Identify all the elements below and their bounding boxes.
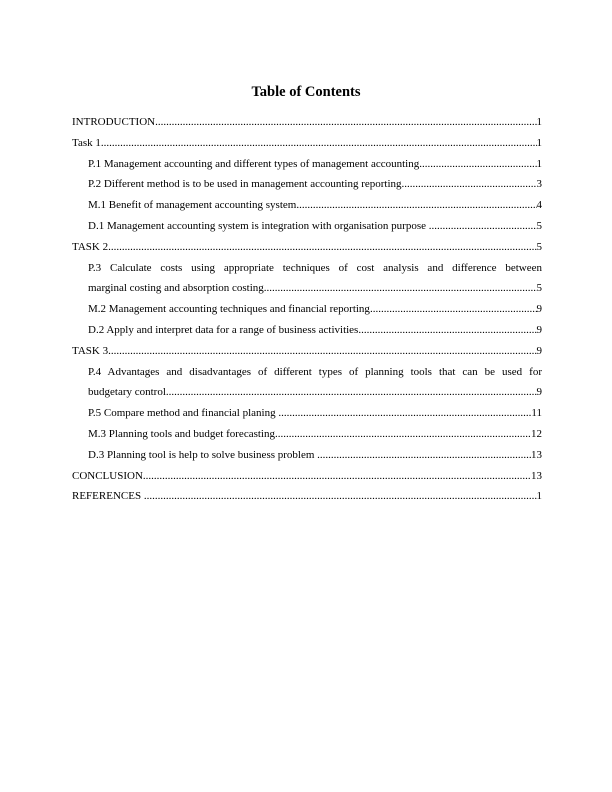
toc-entry-d3[interactable]: [72, 445, 542, 466]
toc-entry-label: REFERENCES: [72, 490, 144, 503]
toc-entry-p1[interactable]: [72, 154, 542, 175]
toc-entry-m3[interactable]: [72, 424, 542, 445]
toc-entry-m1[interactable]: [72, 195, 542, 216]
toc-entry-page: 9: [536, 386, 542, 399]
dot-leader: [370, 299, 537, 320]
toc-entry-page: 9: [536, 303, 542, 316]
dot-leader: [143, 466, 531, 487]
toc-entry-label: M.2 Management accounting techniques and financial reporting: [88, 303, 370, 316]
toc-entry-label: Task 1: [72, 136, 101, 149]
toc-entry-page: 3: [536, 178, 542, 191]
dot-leader: [155, 112, 536, 133]
toc-entry-label-line2: marginal costing and absorption costing: [88, 282, 264, 295]
dot-leader: [296, 195, 536, 216]
dot-leader: [101, 133, 537, 154]
toc-entry-page: 13: [531, 469, 542, 482]
toc-entry-label: TASK 2: [72, 240, 109, 253]
toc-entry-label: P.2 Different method is to be used in management accounting reporting: [88, 178, 402, 191]
toc-entry-page: 5: [536, 282, 542, 295]
dot-leader: [264, 278, 537, 299]
toc-entry-p4[interactable]: [72, 362, 542, 404]
toc-entry-label: D.1 Management accounting system is integration with organisation purpose: [88, 219, 429, 232]
toc-entry-task-3[interactable]: [72, 341, 542, 362]
toc-entry-p3[interactable]: [72, 258, 542, 300]
dot-leader: [419, 154, 536, 175]
toc-entry-p5[interactable]: [72, 403, 542, 424]
toc-entry-page: 1: [536, 116, 542, 128]
toc-entry-d1[interactable]: [72, 216, 542, 237]
dot-leader: [144, 486, 537, 507]
toc-entry-label: M.1 Benefit of management accounting system: [88, 199, 297, 212]
toc-entry-page: 1: [536, 490, 542, 503]
toc-entry-d2[interactable]: [72, 320, 542, 341]
toc-entry-task-2[interactable]: [72, 237, 542, 258]
toc-entry-page: 11: [531, 407, 542, 420]
toc-entry-label: TASK 3: [72, 344, 109, 357]
toc-title: Table of Contents: [251, 84, 361, 100]
dot-leader: [108, 237, 536, 258]
toc-entry-label-line1: P.4 Advantages and disadvantages of different types of planning tools that can be used for: [88, 365, 542, 378]
toc-entry-page: 9: [536, 323, 542, 336]
toc-entry-label: P.5 Compare method and financial planing: [88, 407, 279, 420]
toc-entry-references[interactable]: [72, 486, 542, 507]
toc-entry-label-line2: budgetary control: [88, 386, 166, 399]
toc-entry-page: 13: [531, 448, 542, 461]
toc-entry-page: 4: [536, 199, 542, 212]
toc-list: [72, 112, 542, 507]
toc-entry-conclusion[interactable]: [72, 466, 542, 487]
dot-leader: [166, 382, 537, 403]
toc-entry-label: P.1 Management accounting and different types of management accounting: [88, 157, 420, 170]
toc-entry-label: INTRODUCTION: [72, 116, 156, 128]
dot-leader: [402, 174, 537, 195]
toc-entry-label: CONCLUSION: [72, 469, 143, 482]
toc-entry-label-line1: P.3 Calculate costs using appropriate techniques of cost analysis and difference between: [88, 261, 542, 274]
dot-leader: [429, 216, 537, 237]
toc-entry-m2[interactable]: [72, 299, 542, 320]
dot-leader: [358, 320, 536, 341]
toc-entry-page: 1: [536, 157, 542, 170]
dot-leader: [278, 403, 531, 424]
toc-entry-page: 1: [536, 136, 542, 149]
toc-entry-label: D.3 Planning tool is help to solve business problem: [88, 448, 318, 461]
toc-entry-page: 5: [536, 240, 542, 253]
dot-leader: [108, 341, 536, 362]
toc-entry-introduction[interactable]: [72, 112, 542, 133]
toc-entry-page: 9: [536, 344, 542, 357]
toc-entry-page: 5: [536, 219, 542, 232]
dot-leader: [275, 424, 531, 445]
toc-entry-page: 12: [531, 427, 542, 440]
toc-entry-p2[interactable]: [72, 174, 542, 195]
toc-entry-task-1[interactable]: [72, 133, 542, 154]
toc-entry-label: M.3 Planning tools and budget forecasting: [88, 427, 275, 440]
dot-leader: [317, 445, 531, 466]
toc-entry-label: D.2 Apply and interpret data for a range of business activities: [88, 323, 359, 336]
